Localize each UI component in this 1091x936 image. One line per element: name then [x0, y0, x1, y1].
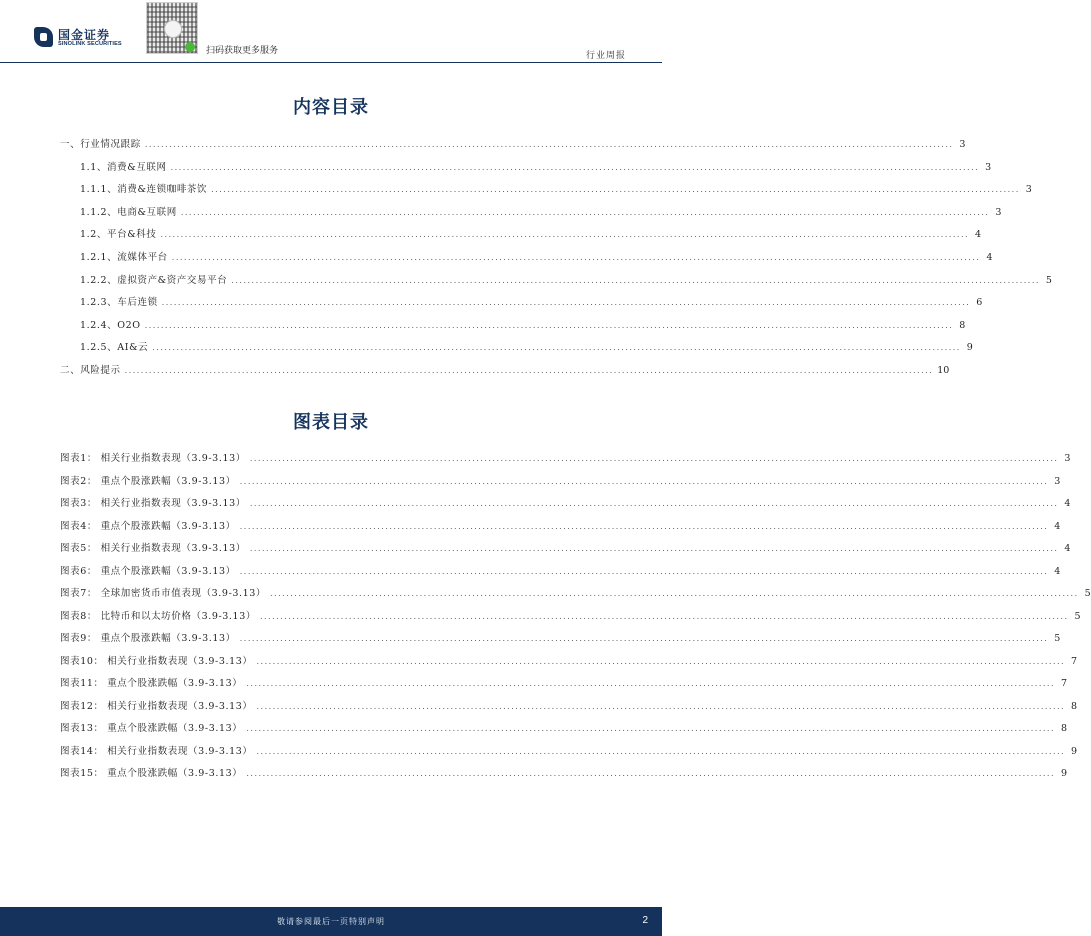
figure-entry-label: 图表5： 相关行业指数表现（3.9-3.13）: [60, 543, 246, 554]
toc-entry-label: 一、行业情况跟踪: [60, 139, 141, 150]
figure-entry-label: 图表3： 相关行业指数表现（3.9-3.13）: [60, 498, 246, 509]
figure-entry-page: 7: [1071, 655, 1078, 667]
toc-entry[interactable]: [80, 181, 1032, 196]
figure-entry-page: 9: [1071, 745, 1078, 757]
dot-leader: ........................................................................................................................................................................................................: [160, 230, 970, 240]
toc-entry-page: 4: [986, 252, 993, 263]
qr-caption: 扫码获取更多服务: [206, 46, 279, 56]
figure-entry-page: 4: [1054, 520, 1061, 532]
toc-entry[interactable]: [80, 339, 973, 354]
figure-list-title: 图表目录: [293, 412, 369, 433]
dot-leader: ........................................................................................................................................................................................................: [211, 185, 1020, 195]
figure-entry[interactable]: [60, 653, 1078, 667]
dot-leader: ........................................................................................................................................................................................................: [259, 611, 1069, 621]
dot-leader: ........................................................................................................................................................................................................: [231, 275, 1040, 285]
toc-entry-page: 10: [937, 365, 950, 376]
dot-leader: ........................................................................................................................................................................................................: [171, 253, 981, 262]
toc-entry-label: 1.2、平台&科技: [80, 229, 157, 241]
dot-leader: ........................................................................................................................................................................................................: [144, 140, 954, 149]
figure-entry-label: 图表8： 比特币和以太坊价格（3.9-3.13）: [60, 610, 256, 622]
dot-leader: ........................................................................................................................................................................................................: [256, 746, 1066, 756]
figure-entry-label: 图表1： 相关行业指数表现（3.9-3.13）: [60, 453, 246, 464]
dot-leader: ........................................................................................................................................................................................................: [239, 521, 1049, 531]
header-divider: [0, 62, 662, 63]
sinolink-logo-icon: [34, 27, 53, 47]
toc-entry-page: 6: [976, 297, 983, 309]
sinolink-logo: [34, 26, 154, 50]
footer-disclaimer: 敬请参阅最后一页特别声明: [277, 917, 385, 926]
toc-entry-page: 5: [1045, 274, 1052, 286]
figure-entry[interactable]: [60, 743, 1078, 757]
figure-entry[interactable]: [60, 765, 1067, 779]
dot-leader: ........................................................................................................................................................................................................: [270, 589, 1079, 598]
toc-entry-page: 4: [975, 229, 982, 241]
figure-entry-page: 7: [1060, 678, 1067, 689]
qr-center-badge-icon: [164, 20, 182, 38]
toc-entry[interactable]: [80, 249, 993, 263]
figure-entry[interactable]: [60, 608, 1081, 622]
dot-leader: ........................................................................................................................................................................................................: [246, 679, 1055, 688]
dot-leader: ........................................................................................................................................................................................................: [249, 544, 1059, 553]
dot-leader: ........................................................................................................................................................................................................: [249, 454, 1059, 463]
page-header: [0, 0, 662, 66]
figure-entry[interactable]: [60, 563, 1061, 577]
dot-leader: ........................................................................................................................................................................................................: [249, 499, 1059, 508]
dot-leader: ........................................................................................................................................................................................................: [170, 162, 980, 172]
figure-entry-label: 图表11： 重点个股涨跌幅（3.9-3.13）: [60, 678, 243, 689]
figure-entry-label: 图表10： 相关行业指数表现（3.9-3.13）: [60, 655, 253, 667]
logo-english-name: SINOLINK SECURITIES: [58, 41, 122, 47]
figure-entry-page: 9: [1060, 768, 1067, 779]
toc-entry[interactable]: [80, 226, 982, 241]
figure-entry[interactable]: [60, 698, 1078, 712]
toc-entry-label: 1.2.5、AI&云: [80, 342, 149, 354]
dot-leader: ........................................................................................................................................................................................................: [239, 566, 1049, 576]
dot-leader: ........................................................................................................................................................................................................: [144, 320, 954, 330]
toc-entry-label: 1.1、消费&互联网: [80, 161, 167, 173]
dot-leader: ........................................................................................................................................................................................................: [180, 207, 990, 217]
figure-entry-page: 5: [1074, 610, 1081, 622]
dot-leader: ........................................................................................................................................................................................................: [124, 366, 934, 375]
dot-leader: ........................................................................................................................................................................................................: [256, 656, 1066, 666]
figure-entry-label: 图表13： 重点个股涨跌幅（3.9-3.13）: [60, 723, 243, 734]
toc-entry[interactable]: [80, 204, 1002, 218]
figure-entry-page: 5: [1084, 588, 1091, 599]
toc-entry-page: 3: [1025, 184, 1032, 196]
toc-entry-label: 1.2.4、O2O: [80, 319, 141, 331]
figure-entry-page: 5: [1054, 633, 1061, 644]
figure-entry[interactable]: [60, 720, 1067, 734]
figure-entry-page: 3: [1064, 453, 1071, 464]
figure-entry[interactable]: [60, 540, 1071, 554]
figure-entry-label: 图表12： 相关行业指数表现（3.9-3.13）: [60, 700, 253, 712]
wechat-icon: [185, 42, 195, 52]
figure-entry[interactable]: [60, 450, 1071, 464]
dot-leader: ........................................................................................................................................................................................................: [239, 476, 1049, 486]
toc-entry-label: 1.2.2、虚拟资产&资产交易平台: [80, 274, 228, 286]
toc-entry-page: 3: [959, 139, 966, 150]
figure-entry[interactable]: [60, 495, 1071, 509]
figure-entry-label: 图表15： 重点个股涨跌幅（3.9-3.13）: [60, 768, 243, 779]
figure-entry-page: 4: [1064, 498, 1071, 509]
figure-entry-page: 4: [1054, 565, 1061, 577]
toc-entry-label: 1.1.2、电商&互联网: [80, 206, 177, 218]
dot-leader: ........................................................................................................................................................................................................: [239, 634, 1049, 643]
figure-entry[interactable]: [60, 585, 1091, 599]
toc-entry-label: 1.1.1、消费&连锁咖啡茶饮: [80, 184, 208, 196]
toc-entry-label: 1.2.3、车后连锁: [80, 297, 158, 309]
figure-entry-page: 4: [1064, 543, 1071, 554]
dot-leader: ........................................................................................................................................................................................................: [256, 701, 1066, 711]
toc-entry-page: 8: [959, 319, 966, 331]
figure-entry-label: 图表14： 相关行业指数表现（3.9-3.13）: [60, 745, 253, 757]
figure-entry[interactable]: [60, 630, 1061, 644]
figure-entry-page: 3: [1054, 475, 1061, 487]
figure-entry-label: 图表4： 重点个股涨跌幅（3.9-3.13）: [60, 520, 236, 532]
figure-entry-label: 图表6： 重点个股涨跌幅（3.9-3.13）: [60, 565, 236, 577]
page-number: 2: [642, 915, 648, 926]
figure-entry-page: 8: [1071, 700, 1078, 712]
toc-title: 内容目录: [293, 97, 369, 118]
toc-entry-page: 3: [985, 161, 992, 173]
page-footer: [0, 907, 662, 936]
figure-entry-label: 图表7： 全球加密货币市值表现（3.9-3.13）: [60, 588, 267, 599]
figure-entry-page: 8: [1060, 723, 1067, 734]
dot-leader: ........................................................................................................................................................................................................: [246, 769, 1055, 778]
figure-entry[interactable]: [60, 675, 1067, 689]
dot-leader: ........................................................................................................................................................................................................: [161, 298, 971, 308]
logo-chinese-name: 国金证券: [58, 28, 111, 42]
dot-leader: ........................................................................................................................................................................................................: [152, 343, 961, 353]
figure-entry[interactable]: [60, 518, 1061, 532]
toc-entry-label: 二、风险提示: [60, 365, 121, 376]
toc-entry[interactable]: [60, 362, 950, 376]
dot-leader: ........................................................................................................................................................................................................: [246, 724, 1055, 733]
toc-entry[interactable]: [60, 136, 966, 150]
toc-entry[interactable]: [80, 272, 1052, 286]
toc-entry[interactable]: [80, 317, 966, 331]
toc-entry[interactable]: [80, 159, 992, 173]
figure-entry-label: 图表9： 重点个股涨跌幅（3.9-3.13）: [60, 633, 236, 644]
toc-entry-page: 3: [995, 206, 1002, 218]
toc-entry[interactable]: [80, 294, 983, 309]
toc-entry-page: 9: [966, 342, 973, 354]
figure-entry[interactable]: [60, 473, 1061, 487]
report-type-label: 行业周报: [585, 51, 626, 61]
figure-entry-label: 图表2： 重点个股涨跌幅（3.9-3.13）: [60, 475, 236, 487]
toc-entry-label: 1.2.1、流媒体平台: [80, 252, 168, 263]
